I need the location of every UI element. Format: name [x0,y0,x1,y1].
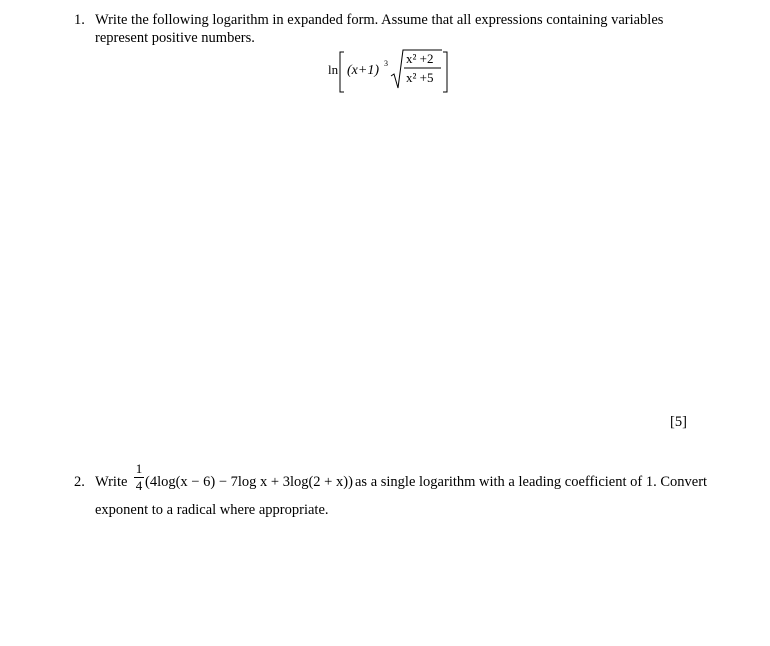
question-1-text-line-2: represent positive numbers. [95,30,255,46]
base-term: (x+1) [347,63,379,78]
ln-label: ln [328,62,339,77]
one-quarter-fraction [134,462,144,493]
question-1-number: 1. [74,12,85,28]
logarithm-expression [328,46,450,94]
log-expression: (4log(x − 6) − 7log x + 3log(2 + x)) [145,474,353,490]
left-bracket [340,52,344,92]
question-1-text-line-1: Write the following logarithm in expanded form. Assume that all expressions containing variables [95,12,664,28]
radical-numerator: x² +2 [406,51,434,66]
question-2-text-rest: as a single logarithm with a leading coefficient of 1. Convert [355,474,708,490]
right-bracket [443,52,447,92]
fraction-numerator: 1 [135,461,143,476]
radical-denominator: x² +5 [406,70,434,85]
fraction-denominator: 4 [135,478,143,493]
question-2-write: Write [95,474,128,490]
question-2-number: 2. [74,474,85,490]
question-2-text-line-2: exponent to a radical where appropriate. [95,502,329,518]
exponent: 3 [384,59,388,68]
marks-label: [5] [670,414,687,430]
